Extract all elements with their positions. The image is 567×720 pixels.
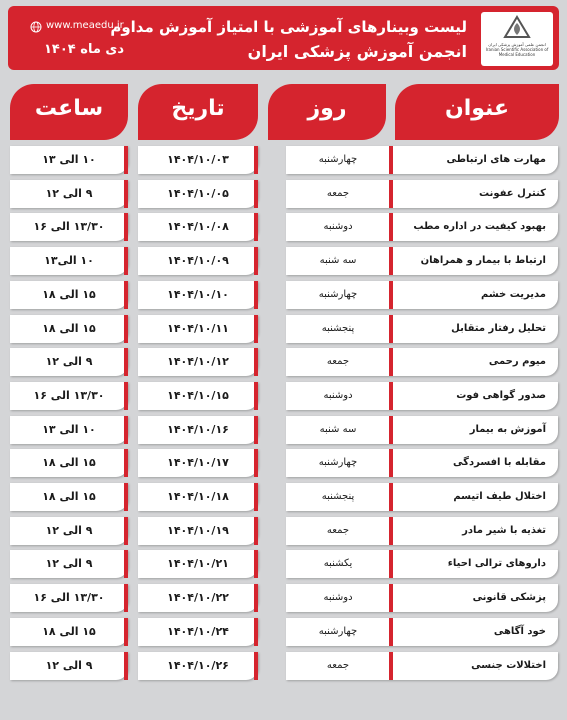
webinar-day: پنجشنبه [321, 323, 355, 334]
logo-emblem-icon [503, 15, 531, 41]
webinar-day: چهارشنبه [318, 457, 358, 468]
webinar-time: ۹ الی ۱۲ [10, 180, 128, 208]
column-divider [124, 382, 128, 410]
webinar-time: ۱۵ الی ۱۸ [10, 483, 128, 511]
column-divider [389, 652, 393, 680]
column-divider [254, 146, 258, 174]
page-subtitle: انجمن آموزش پزشکی ایران [247, 42, 467, 61]
column-divider [254, 213, 258, 241]
column-divider [124, 180, 128, 208]
column-divider [124, 517, 128, 545]
webinar-title: تحلیل رفتار متقابل [286, 315, 558, 343]
column-divider [124, 618, 128, 646]
webinar-day: جمعه [326, 525, 350, 536]
webinar-time: ۱۰ الی ۱۳ [10, 416, 128, 444]
column-divider [254, 550, 258, 578]
column-divider [124, 416, 128, 444]
column-divider [389, 550, 393, 578]
webinar-day: سه شنبه [319, 424, 357, 435]
webinar-title: کنترل عفونت [286, 180, 558, 208]
column-divider [254, 315, 258, 343]
webinar-day: سه شنبه [319, 255, 357, 266]
column-divider [124, 652, 128, 680]
webinar-title: خود آگاهی [286, 618, 558, 646]
column-divider [389, 584, 393, 612]
webinar-day: چهارشنبه [318, 289, 358, 300]
column-divider [254, 348, 258, 376]
column-divider [389, 449, 393, 477]
webinar-date: ۱۴۰۴/۱۰/۱۷ [138, 449, 258, 477]
column-divider [389, 483, 393, 511]
webinar-date: ۱۴۰۴/۱۰/۱۹ [138, 517, 258, 545]
column-divider [389, 247, 393, 275]
table-row [0, 449, 567, 477]
webinar-date: ۱۴۰۴/۱۰/۲۱ [138, 550, 258, 578]
webinar-day: جمعه [326, 356, 350, 367]
column-divider [254, 584, 258, 612]
table-row [0, 483, 567, 511]
column-divider [124, 213, 128, 241]
webinar-date: ۱۴۰۴/۱۰/۰۵ [138, 180, 258, 208]
webinar-time: ۹ الی ۱۲ [10, 348, 128, 376]
webinar-day: دوشنبه [323, 221, 353, 232]
table-row [0, 517, 567, 545]
webinar-day: جمعه [326, 188, 350, 199]
webinar-time: ۱۵ الی ۱۸ [10, 618, 128, 646]
webinar-day: دوشنبه [323, 390, 353, 401]
association-logo [481, 12, 553, 66]
column-header-date: تاریخ [138, 84, 258, 140]
webinar-date: ۱۴۰۴/۱۰/۱۲ [138, 348, 258, 376]
column-divider [254, 247, 258, 275]
column-divider [254, 618, 258, 646]
column-divider [124, 315, 128, 343]
column-divider [389, 517, 393, 545]
table-row [0, 618, 567, 646]
column-divider [254, 180, 258, 208]
webinar-title: مقابله با افسردگی [286, 449, 558, 477]
webinar-time: ۱۵ الی ۱۸ [10, 449, 128, 477]
column-divider [124, 348, 128, 376]
column-divider [389, 146, 393, 174]
column-header-day: روز [268, 84, 386, 140]
month-label: دی ماه ۱۴۰۴ [44, 42, 124, 57]
webinar-time: ۱۳/۳۰ الی ۱۶ [10, 382, 128, 410]
webinar-title: داروهای ترالی احیاء [286, 550, 558, 578]
column-divider [389, 315, 393, 343]
column-divider [254, 517, 258, 545]
column-divider [389, 618, 393, 646]
webinar-title: آموزش به بیمار [286, 416, 558, 444]
column-divider [389, 348, 393, 376]
table-row [0, 348, 567, 376]
webinar-date: ۱۴۰۴/۱۰/۱۰ [138, 281, 258, 309]
webinar-date: ۱۴۰۴/۱۰/۲۴ [138, 618, 258, 646]
column-divider [389, 382, 393, 410]
webinar-day: چهارشنبه [318, 626, 358, 637]
webinar-date: ۱۴۰۴/۱۰/۱۸ [138, 483, 258, 511]
webinar-day: پنجشنبه [321, 491, 355, 502]
webinar-time: ۹ الی ۱۲ [10, 517, 128, 545]
webinar-day: یکشنبه [323, 558, 353, 569]
webinar-title: اختلال طیف اتیسم [286, 483, 558, 511]
webinar-date: ۱۴۰۴/۱۰/۰۳ [138, 146, 258, 174]
webinar-date: ۱۴۰۴/۱۰/۰۸ [138, 213, 258, 241]
header-banner [8, 6, 559, 70]
webinar-title: تغذیه با شیر مادر [286, 517, 558, 545]
column-divider [124, 449, 128, 477]
webinar-title: ارتباط با بیمار و همراهان [286, 247, 558, 275]
webinar-day: دوشنبه [323, 592, 353, 603]
table-row [0, 584, 567, 612]
webinar-time: ۱۳/۳۰ الی ۱۶ [10, 584, 128, 612]
website-link[interactable]: www.meaedu.ir [46, 20, 124, 31]
webinar-title: صدور گواهی فوت [286, 382, 558, 410]
column-divider [254, 449, 258, 477]
column-divider [254, 416, 258, 444]
webinar-time: ۹ الی ۱۲ [10, 550, 128, 578]
page-title: لیست وبینارهای آموزشی با امتیاز آموزش مداوم [110, 18, 467, 36]
column-header-title: عنوان [395, 84, 559, 140]
webinar-date: ۱۴۰۴/۱۰/۱۱ [138, 315, 258, 343]
webinar-title: میوم رحمی [286, 348, 558, 376]
column-divider [254, 483, 258, 511]
table-row [0, 146, 567, 174]
logo-text: انجمن علمی آموزش پزشکی ایران Iranian Scientific Association of Medical Education [485, 42, 549, 57]
table-row [0, 652, 567, 680]
column-divider [124, 584, 128, 612]
column-divider [389, 281, 393, 309]
table-row [0, 247, 567, 275]
column-divider [254, 281, 258, 309]
column-divider [389, 213, 393, 241]
column-divider [254, 652, 258, 680]
column-divider [124, 550, 128, 578]
webinar-title: پزشکی قانونی [286, 584, 558, 612]
webinar-time: ۱۰ الی ۱۳ [10, 146, 128, 174]
webinar-day: چهارشنبه [318, 154, 358, 165]
webinar-time: ۱۳/۳۰ الی ۱۶ [10, 213, 128, 241]
webinar-time: ۱۰ الی۱۳ [10, 247, 128, 275]
column-divider [389, 416, 393, 444]
table-row [0, 213, 567, 241]
table-row [0, 382, 567, 410]
webinar-date: ۱۴۰۴/۱۰/۰۹ [138, 247, 258, 275]
table-row [0, 416, 567, 444]
column-divider [124, 483, 128, 511]
column-header-time: ساعت [10, 84, 128, 140]
table-row [0, 281, 567, 309]
webinar-title: بهبود کیفیت در اداره مطب [286, 213, 558, 241]
webinar-time: ۱۵ الی ۱۸ [10, 315, 128, 343]
webinar-title: مهارت های ارتباطی [286, 146, 558, 174]
webinar-date: ۱۴۰۴/۱۰/۱۶ [138, 416, 258, 444]
table-row [0, 180, 567, 208]
table-row [0, 315, 567, 343]
webinar-day: جمعه [326, 660, 350, 671]
webinar-time: ۱۵ الی ۱۸ [10, 281, 128, 309]
webinar-time: ۹ الی ۱۲ [10, 652, 128, 680]
column-divider [124, 247, 128, 275]
webinar-title: مدیریت خشم [286, 281, 558, 309]
column-divider [389, 180, 393, 208]
table-row [0, 550, 567, 578]
webinar-date: ۱۴۰۴/۱۰/۱۵ [138, 382, 258, 410]
column-divider [124, 281, 128, 309]
column-divider [124, 146, 128, 174]
column-divider [254, 382, 258, 410]
globe-icon [30, 21, 42, 33]
webinar-date: ۱۴۰۴/۱۰/۲۲ [138, 584, 258, 612]
webinar-date: ۱۴۰۴/۱۰/۲۶ [138, 652, 258, 680]
webinar-title: اختلالات جنسی [286, 652, 558, 680]
